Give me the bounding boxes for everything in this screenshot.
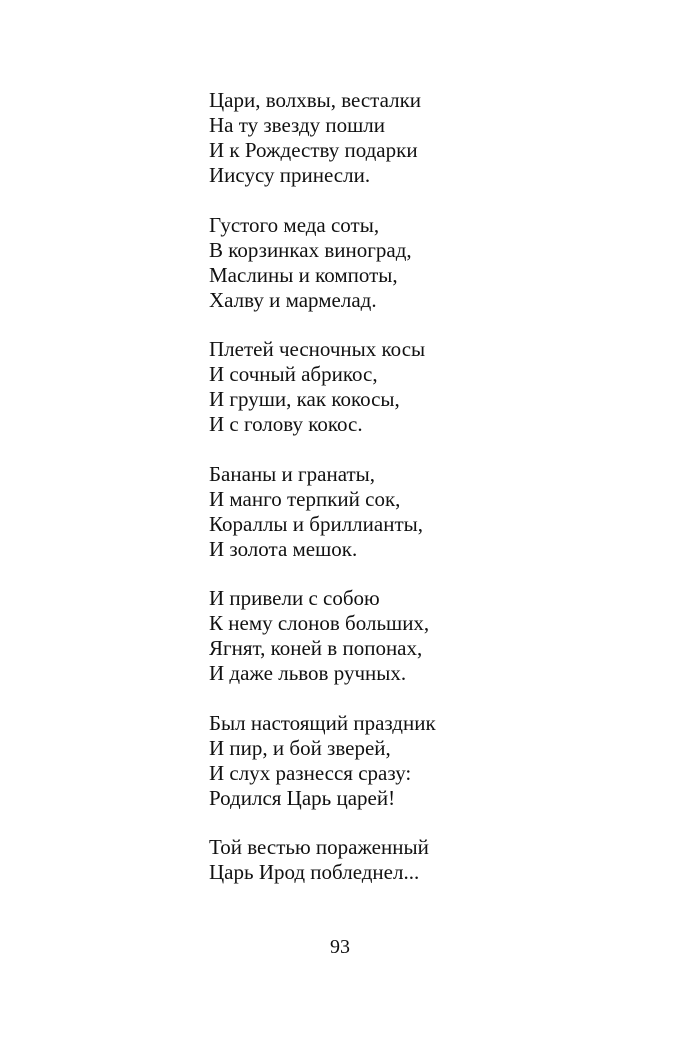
poem-line: И золота мешок. (209, 536, 358, 561)
poem-line: Густого меда соты, (209, 212, 380, 237)
poem-line: Кораллы и бриллианты, (209, 511, 423, 536)
poem-line: Той вестью пораженный (209, 835, 429, 859)
poem (209, 88, 649, 910)
poem-line: Халву и мармелад. (209, 287, 377, 312)
poem-line: К нему слонов больших, (209, 611, 430, 635)
poem-line: Маслины и компоты, (209, 262, 398, 287)
poem-line: Родился Царь царей! (209, 785, 396, 810)
poem-line: Ягнят, коней в попонах, (209, 636, 423, 660)
stanza-4 (209, 462, 649, 562)
poem-line: И манго терпкий сок, (209, 486, 401, 511)
poem-line: На ту звезду пошли (209, 113, 386, 137)
poem-line: И слух разнесся сразу: (209, 760, 412, 785)
stanza-5 (209, 586, 649, 686)
page-number: 93 (330, 936, 350, 958)
stanza-2 (209, 213, 649, 313)
poem-line: Цари, волхвы, весталки (209, 88, 422, 112)
poem-line: Бананы и гранаты, (209, 461, 376, 486)
poem-line: И к Рождеству подарки (209, 138, 418, 162)
poem-line: Плетей чесночных косы (209, 337, 426, 361)
poem-line: Был настоящий праздник (209, 710, 436, 735)
poem-line: И пир, и бой зверей, (209, 735, 391, 760)
poem-line: И сочный абрикос, (209, 362, 378, 386)
stanza-6 (209, 711, 649, 811)
poem-line: И даже львов ручных. (209, 661, 407, 685)
stanza-3 (209, 337, 649, 437)
poem-line: Иисусу принесли. (209, 163, 371, 187)
stanza-7 (209, 835, 649, 885)
poem-line: Царь Ирод побледнел... (209, 860, 420, 884)
poem-line: И привели с собою (209, 586, 380, 610)
poem-line: В корзинках виноград, (209, 237, 412, 262)
stanza-1 (209, 88, 649, 188)
poem-line: И груши, как кокосы, (209, 387, 400, 411)
poem-line: И с голову кокос. (209, 412, 363, 436)
